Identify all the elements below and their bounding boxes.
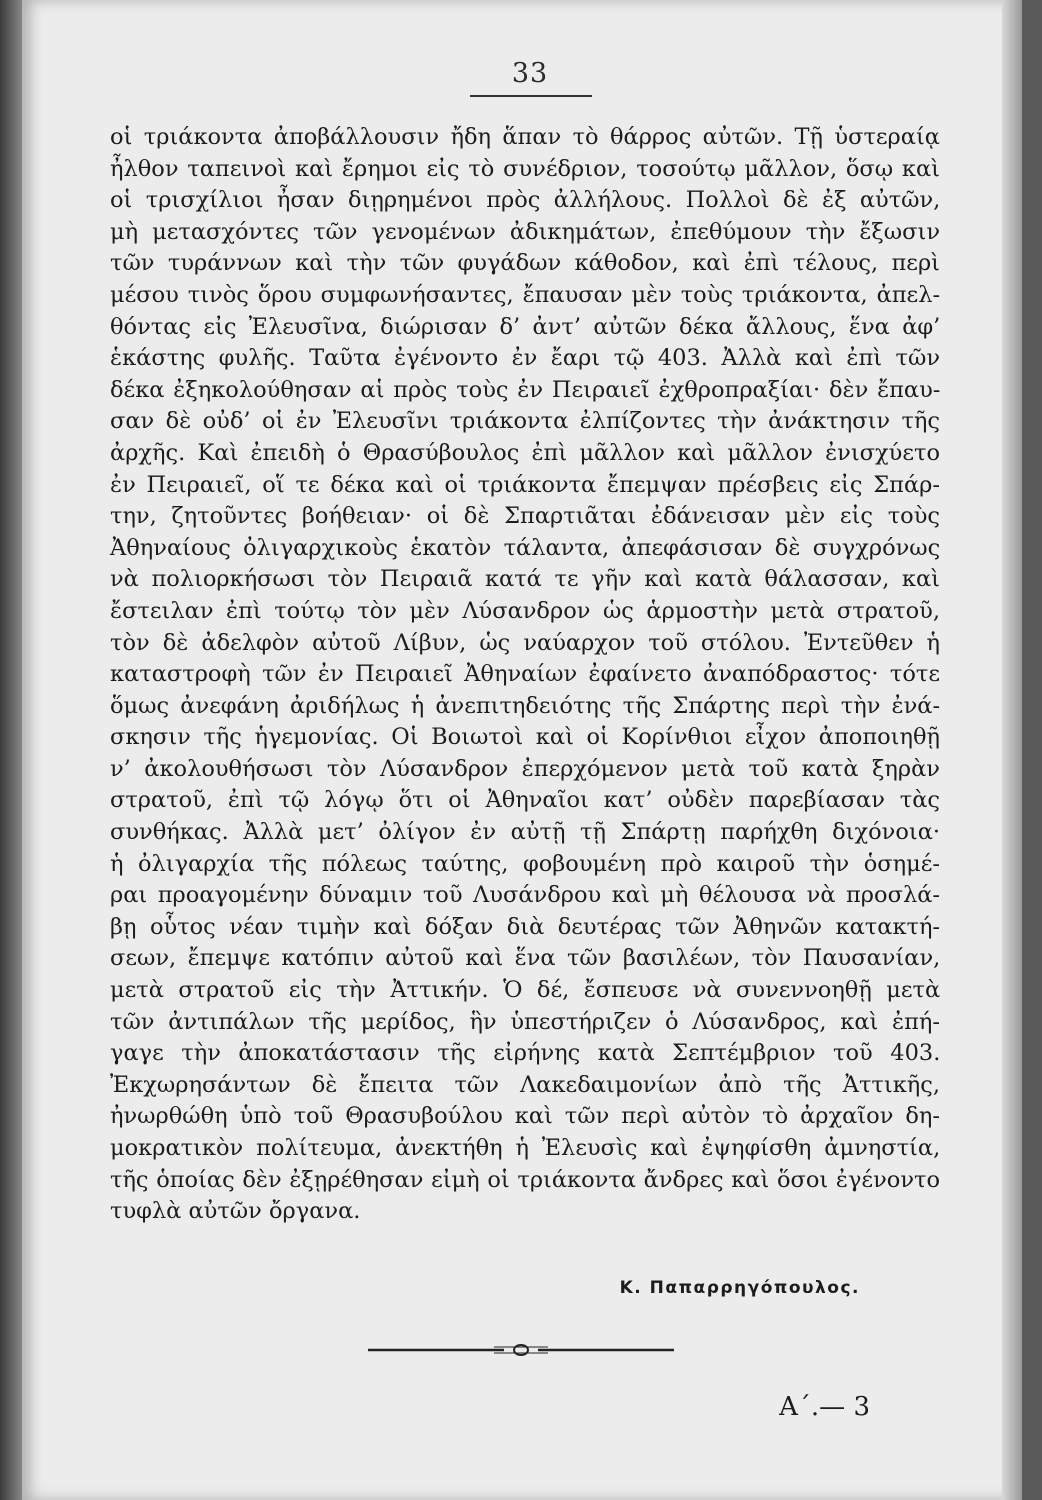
author-signature: Κ. Παπαρρηγόπουλος. (619, 1278, 860, 1298)
text-line: τῶν τυράννων καὶ τὴν τῶν φυγάδων κάθοδον, καὶ ἐπὶ τέλους, περὶ (110, 250, 940, 277)
text-line: Ἀθηναίους ὀλιγαρχικοὺς ἑκατὸν τάλαντα, ἀπεφάσισαν δὲ συγχρόνως (110, 534, 941, 561)
text-line: ἡ ὀλιγαρχία τῆς πόλεως ταύτης, φοβουμένη πρὸ καιροῦ τὴν ὁσημέ- (110, 850, 940, 877)
text-line: σεων, ἔπεμψε κατόπιν αὐτοῦ καὶ ἕνα τῶν βασιλέων, τὸν Παυσανίαν, (110, 945, 941, 972)
page-edge (1002, 0, 1022, 1500)
text-line: Ἐκχωρησάντων δὲ ἔπειτα τῶν Λακεδαιμονίων ἀπὸ τῆς Ἀττικῆς, (110, 1071, 940, 1098)
text-line: τὸν δὲ ἀδελφὸν αὐτοῦ Λίβυν, ὡς ναύαρχον τοῦ στόλου. Ἐντεῦθεν ἡ (110, 629, 941, 656)
text-line: ἠνωρθώθη ὑπὸ τοῦ Θρασυβούλου καὶ τῶν περὶ αὐτὸν τὸ ἀρχαῖον δη- (110, 1103, 940, 1130)
text-line: οἱ τριάκοντα ἀποβάλλουσιν ἤδη ἅπαν τὸ θάρρος αὐτῶν. Τῇ ὑστεραίᾳ (110, 124, 940, 150)
text-line: οἱ τρισχίλιοι ἦσαν διῃρημένοι πρὸς ἀλλήλους. Πολλοὶ δὲ ἐξ αὐτῶν, (110, 187, 941, 214)
text-line: σαν δὲ οὐδ’ οἱ ἐν Ἐλευσῖνι τριάκοντα ἐλπίζοντες τὴν ἀνάκτησιν τῆς (110, 408, 940, 435)
text-line: τῆς ὁποίας δὲν ἐξῃρέθησαν εἰμὴ οἱ τριάκοντα ἄνδρες καὶ ὅσοι ἐγένοντο (110, 1166, 940, 1193)
text-line: σκησιν τῆς ἡγεμονίας. Οἱ Βοιωτοὶ καὶ οἱ Κορίνθιοι εἶχον ἀποποιηθῇ (110, 724, 940, 751)
text-line: μὴ μετασχόντες τῶν γενομένων ἀδικημάτων, ἐπεθύμουν τὴν ἔξωσιν (110, 218, 940, 245)
text-line: ν’ ἀκολουθήσωσι τὸν Λύσανδρον ἐπερχόμενον μετὰ τοῦ κατὰ ξηρὰν (110, 755, 940, 782)
text-line: μετὰ στρατοῦ εἰς τὴν Ἀττικήν. Ὁ δέ, ἔσπευσε νὰ συνεννοηθῇ μετὰ (110, 977, 941, 1004)
text-line: μοκρατικὸν πολίτευμα, ἀνεκτήθη ἡ Ἐλευσὶς καὶ ἐψηφίσθη ἀμνηστία, (110, 1135, 941, 1161)
text-line: ἐν Πειραιεῖ, οἵ τε δέκα καὶ οἱ τριάκοντα ἔπεμψαν πρέσβεις εἰς Σπάρ- (110, 471, 940, 498)
text-line: μέσου τινὸς ὅρου συμφωνήσαντες, ἔπαυσαν μὲν τοὺς τριάκοντα, ἀπελ- (110, 281, 941, 308)
ornament-divider (368, 1342, 674, 1358)
text-line: καταστροφὴ τῶν ἐν Πειραιεῖ Ἀθηναίων ἐφαίνετο ἀναπόδραστος· τότε (110, 661, 940, 688)
text-line: ἑκάστης φυλῆς. Ταῦτα ἐγένοντο ἐν ἔαρι τῷ 403. Ἀλλὰ καὶ ἐπὶ τῶν (110, 345, 940, 372)
text-line: δέκα ἐξηκολούθησαν αἱ πρὸς τοὺς ἐν Πειραιεῖ ἐχθροπραξίαι· δὲν ἔπαυ- (110, 376, 941, 403)
text-line: ἀρχῆς. Καὶ ἐπειδὴ ὁ Θρασύβουλος ἐπὶ μᾶλλον καὶ μᾶλλον ἐνισχύετο (110, 439, 940, 466)
text-line: ἔστειλαν ἐπὶ τούτῳ τὸν μὲν Λύσανδρον ὡς ἁρμοστὴν μετὰ στρατοῦ, (110, 597, 940, 624)
text-line: γαγε τὴν ἀποκατάστασιν τῆς εἰρήνης κατὰ Σεπτέμβριον τοῦ 403. (110, 1040, 941, 1067)
text-line: νὰ πολιορκήσωσι τὸν Πειραιᾶ κατά τε γῆν καὶ κατὰ θάλασσαν, καὶ (110, 566, 940, 593)
text-line: ραι προαγομένην δύναμιν τοῦ Λυσάνδρου καὶ μὴ θέλουσα νὰ προσλά- (110, 882, 940, 909)
text-line: στρατοῦ, ἐπὶ τῷ λόγῳ ὅτι οἱ Ἀθηναῖοι κατ’ οὐδὲν παρεβίασαν τὰς (110, 787, 940, 814)
text-line: βῃ οὗτος νέαν τιμὴν καὶ δόξαν διὰ δευτέρας τῶν Ἀθηνῶν κατακτή- (110, 913, 941, 940)
text-line: τυφλὰ αὐτῶν ὄργανα. (110, 1198, 361, 1225)
text-line: ἦλθον ταπεινοὶ καὶ ἔρημοι εἰς τὸ συνέδριον, τοσούτῳ μᾶλλον, ὅσῳ καὶ (110, 155, 940, 182)
sheet-signature-mark: Α΄.— 3 (779, 1392, 870, 1422)
text-line: ὅμως ἀνεφάνη ἀριδήλως ἡ ἀνεπιτηδειότης τῆς Σπάρτης περὶ τὴν ἐνά- (110, 692, 941, 719)
text-line: την, ζητοῦντες βοήθειαν· οἱ δὲ Σπαρτιᾶται ἐδάνεισαν μὲν εἰς τοὺς (110, 503, 940, 530)
text-line: τῶν ἀντιπάλων τῆς μερίδος, ἣν ὑπεστήριζεν ὁ Λύσανδρος, καὶ ἐπή- (110, 1008, 940, 1035)
body-text (110, 122, 940, 1228)
page-number-rule (470, 95, 592, 97)
text-line: θόντας εἰς Ἐλευσῖνα, διώρισαν δ’ ἀντ’ αὐτῶν δέκα ἄλλους, ἕνα ἀφ’ (110, 313, 941, 340)
page-number: 33 (511, 58, 549, 89)
text-line: συνθήκας. Ἀλλὰ μετ’ ὀλίγον ἐν αὐτῇ τῇ Σπάρτῃ παρήχθη διχόνοια· (110, 819, 941, 846)
